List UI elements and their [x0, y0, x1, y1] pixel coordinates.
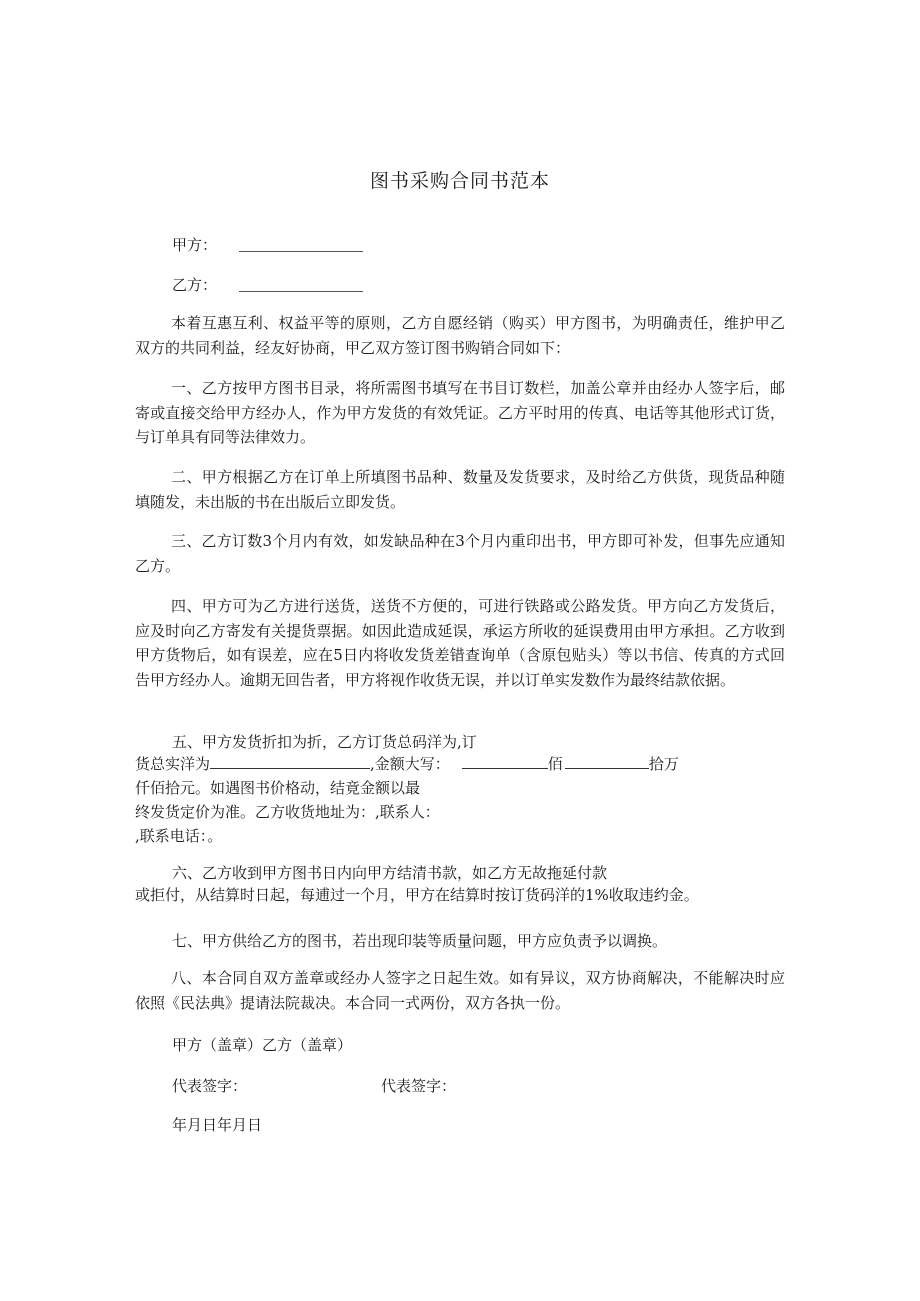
date-line: 年月日年月日 — [172, 1116, 263, 1134]
party-a-label: 甲方： — [172, 236, 218, 254]
clause-2: 二、甲方根据乙方在订单上所填图书品种、数量及发货要求，及时给乙方供货，现货品种随填随发，未出版的书在出版后立即发货。 — [135, 468, 785, 511]
actual-price-blank — [210, 756, 370, 769]
clause-6-line-1: 六、乙方收到甲方图书日内向甲方结清书款，如乙方无故拖延付款 — [172, 864, 608, 882]
clause-7: 七、甲方供给乙方的图书，若出现印装等质量问题，甲方应负责予以调换。 — [172, 932, 668, 950]
representative-b-signature: 代表签字： — [381, 1077, 457, 1095]
clause-5-line-3: 仟佰拾元。如遇图书价格动，结竟金额以最 — [135, 779, 421, 797]
amount-blank-2 — [565, 756, 649, 769]
clause-8: 八、本合同自双方盖章或经办人签字之日起生效。如有异议，双方协商解决，不能解决时应依照《民法典》提请法院裁决。本合同一式两份，双方各执一份。 — [135, 969, 785, 1012]
party-a-blank-line — [239, 241, 363, 252]
party-b-field — [172, 274, 363, 295]
clause-5-line-2 — [135, 752, 679, 777]
clause-5-actual-label: 货总实洋为 — [135, 755, 211, 773]
clause-3: 三、乙方订数3个月内有效，如发缺品种在3个月内重印出书，甲方即可补发，但事先应通知乙方。 — [135, 532, 785, 575]
clause-5-line-5: ,联系电话：。 — [135, 827, 223, 845]
clause-4: 四、甲方可为乙方进行送货，送货不方便的，可进行铁路或公路发货。甲方向乙方发货后，应及时向乙方寄发有关提货票据。如因此造成延误，承运方所收的延误费用由甲方承担。乙方收到甲方货物后，如有误差，应在5日内将收发货差错查询单（含原包贴头）等以书信、传真的方式回告甲方经办人。逾期无回告者，甲方将视作收货无误，并以订单实发数作为最终结款依据。 — [135, 597, 785, 689]
party-b-label: 乙方： — [172, 276, 218, 294]
intro-paragraph: 本着互惠互利、权益平等的原则，乙方自愿经销（购买）甲方图书，为明确责任，维护甲乙双方的共同利益，经友好协商，甲乙双方签订图书购销合同如下： — [135, 314, 785, 357]
clause-5-amount-label: ,金额大写： — [370, 755, 450, 773]
clause-6-line-2: 或拒付，从结算时日起，每逋过一个月，甲方在结算时按订货码洋的1%收取违约金。 — [135, 886, 699, 904]
amount-blank-1 — [462, 756, 548, 769]
clause-5-line-4: 终发货定价为准。乙方收货地址为：,联系人： — [135, 803, 440, 821]
clause-5-line-1: 五、甲方发货折扣为折，乙方订货总码洋为,订 — [172, 733, 477, 751]
document-title: 图书采购合同书范本 — [369, 170, 550, 192]
clause-1: 一、乙方按甲方图书目录，将所需图书填写在书目订数栏，加盖公章并由经办人签字后，邮寄或直接交给甲方经办人，作为甲方发货的有效凭证。乙方平时用的传真、电话等其他形式订货，与订单具有同等法律效力。 — [135, 379, 785, 446]
clause-5-bai: 佰 — [547, 755, 563, 773]
seals-line: 甲方（盖章）乙方（盖章） — [172, 1036, 353, 1054]
representative-a-signature: 代表签字： — [172, 1077, 248, 1095]
clause-5-shiwan: 拾万 — [648, 755, 679, 773]
party-b-blank-line — [239, 281, 363, 292]
party-a-field — [172, 234, 363, 255]
